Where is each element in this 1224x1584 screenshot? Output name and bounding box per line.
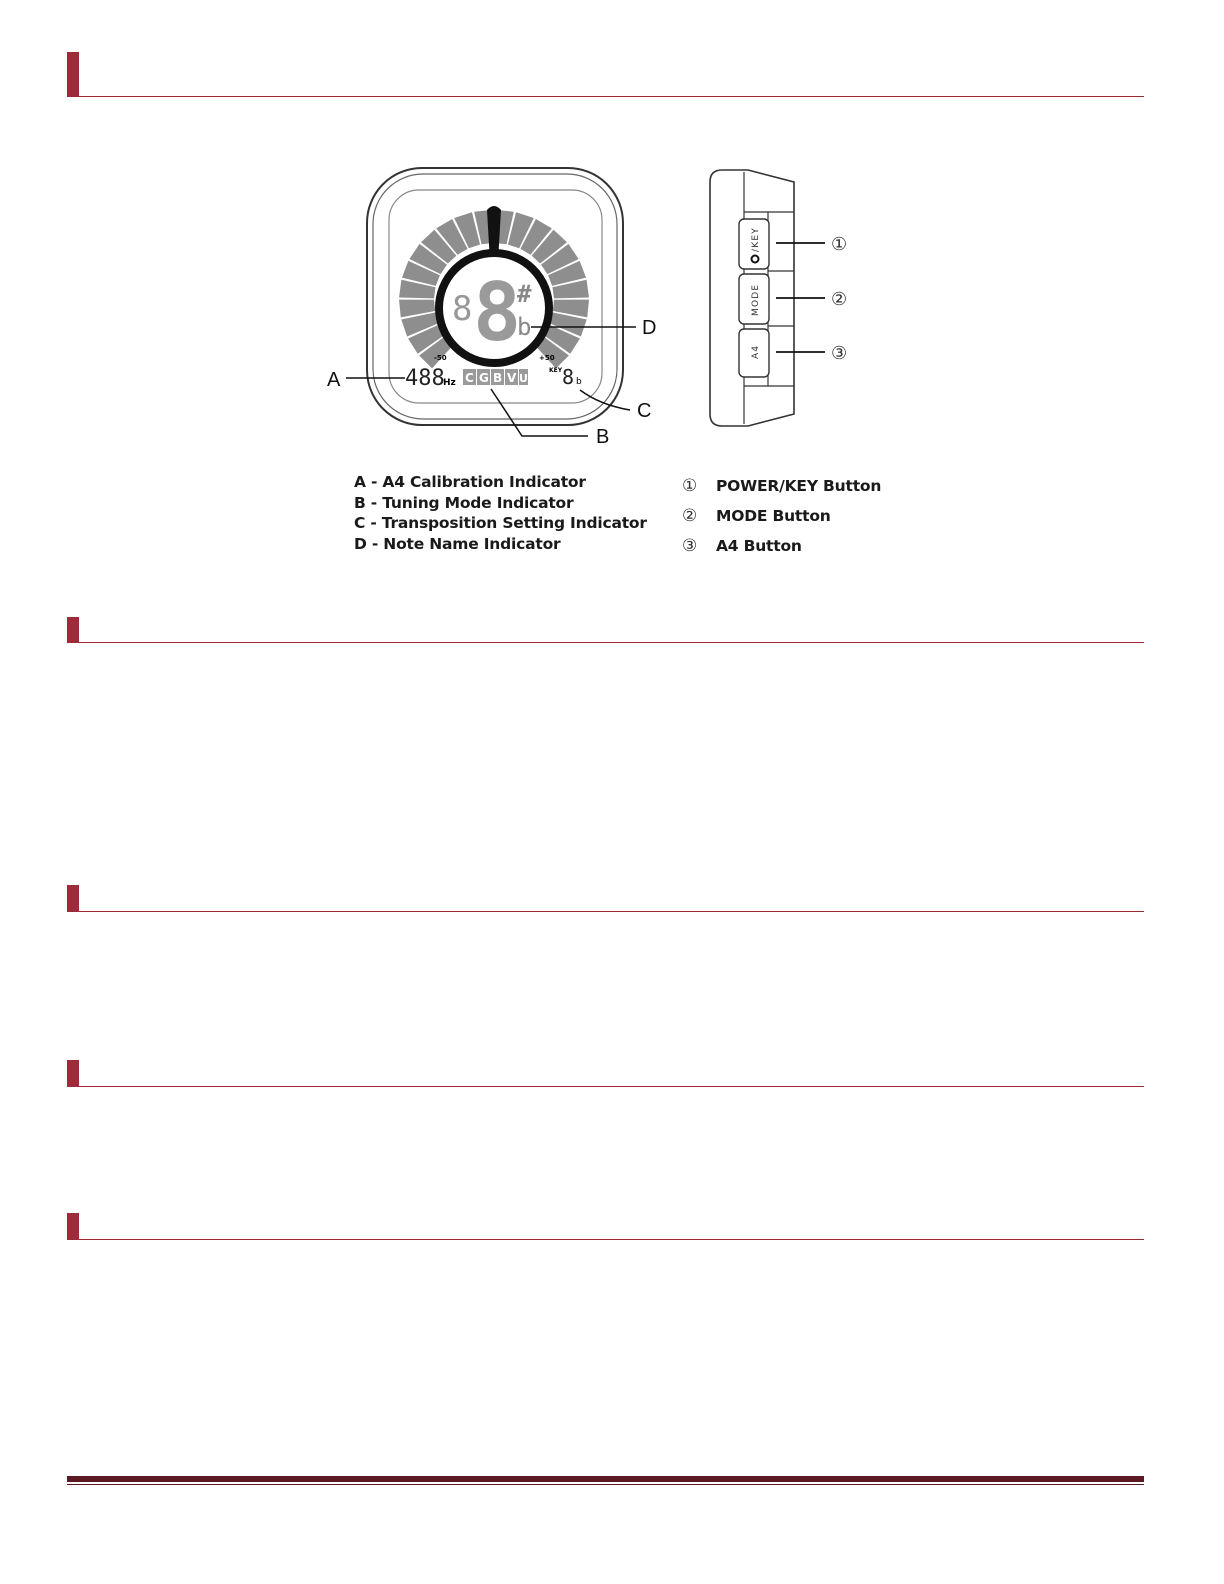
mode-indicator	[463, 369, 528, 385]
indicator-legend	[354, 472, 647, 555]
freq-value: 488	[405, 366, 445, 391]
power-key-button[interactable]	[739, 219, 769, 269]
section-header-2	[67, 617, 1144, 643]
legend-item-power-key	[682, 471, 881, 501]
callout-2: ②	[831, 289, 848, 310]
legend-label: MODE Button	[716, 507, 831, 525]
callout-3: ③	[831, 343, 848, 364]
mode-c: C	[465, 371, 474, 385]
scale-min: -50	[434, 354, 447, 362]
section-marker	[67, 885, 79, 912]
section-rule	[79, 911, 1144, 912]
legend-number: ①	[682, 476, 698, 496]
legend-label: POWER/KEY Button	[716, 477, 882, 495]
callout-b: B	[596, 426, 610, 448]
key-label: KEY	[549, 367, 563, 374]
mode-g: G	[479, 371, 489, 385]
legend-item-a4	[682, 531, 881, 561]
mode-u: U	[519, 372, 528, 385]
callout-a: A	[327, 369, 341, 391]
note-flat: b	[517, 313, 532, 341]
legend-item-mode	[682, 501, 881, 531]
legend-number: ②	[682, 506, 698, 526]
callout-d: D	[642, 317, 657, 339]
legend-item-b: B - Tuning Mode Indicator	[354, 493, 574, 512]
mode-v: V	[507, 371, 517, 385]
callout-1: ①	[831, 234, 848, 255]
button-legend	[682, 471, 881, 561]
mode-button[interactable]	[739, 274, 769, 324]
section-rule	[79, 1086, 1144, 1087]
legend-item-a: A - A4 Calibration Indicator	[354, 473, 586, 491]
section-header-5	[67, 1213, 1144, 1240]
note-main-digit: 8	[473, 266, 522, 359]
key-value: 8	[562, 365, 575, 389]
section-rule	[79, 1239, 1144, 1240]
key-flat: b	[576, 377, 582, 387]
section-header-4	[67, 1060, 1144, 1087]
legend-item-d: D - Note Name Indicator	[354, 535, 561, 554]
legend-number: ③	[682, 536, 698, 556]
footer-rule-thin	[67, 1484, 1144, 1485]
legend-item-c: C - Transposition Setting Indicator	[354, 514, 647, 533]
a4-label: A4	[751, 344, 761, 359]
scale-max: +50	[539, 354, 555, 362]
section-marker	[67, 617, 79, 643]
legend-label: A4 Button	[716, 537, 802, 555]
section-rule	[79, 642, 1144, 643]
section-marker	[67, 1213, 79, 1240]
section-header-3	[67, 885, 1144, 912]
mode-label: MODE	[751, 283, 761, 316]
note-small-digit: 8	[452, 289, 473, 329]
note-sharp: #	[517, 280, 532, 308]
footer-rule	[67, 1476, 1144, 1482]
mode-b: B	[493, 371, 503, 385]
a4-button[interactable]	[739, 329, 769, 377]
section-marker	[67, 1060, 79, 1087]
callout-c: C	[637, 400, 652, 422]
power-key-label: /KEY	[751, 227, 761, 252]
freq-unit: Hz	[443, 378, 456, 388]
